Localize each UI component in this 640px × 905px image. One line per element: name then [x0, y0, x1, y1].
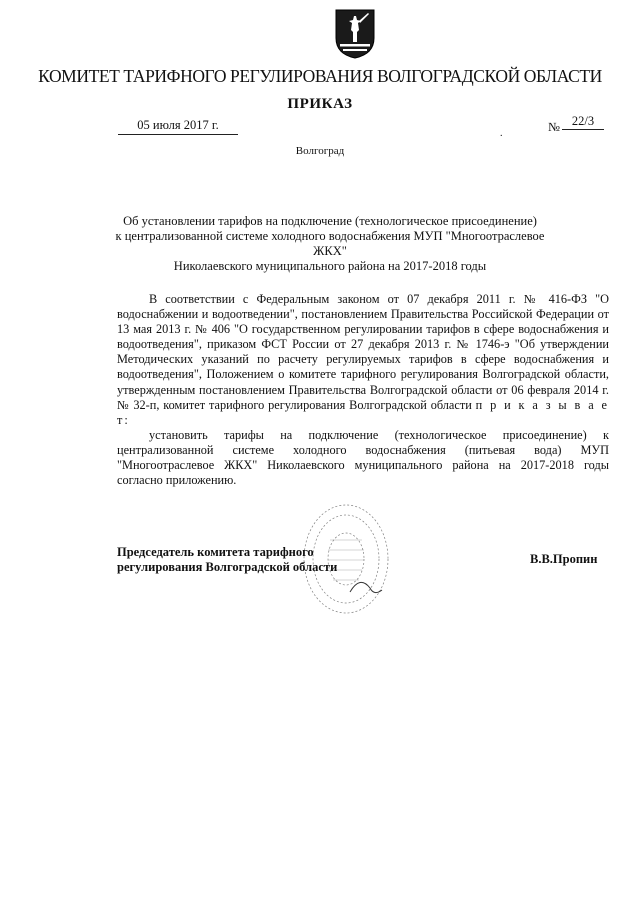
- committee-name: КОМИТЕТ ТАРИФНОГО РЕГУЛИРОВАНИЯ ВОЛГОГРАДСКОЙ ОБЛАСТИ: [38, 66, 602, 86]
- signatory-position: [117, 545, 337, 575]
- order-number-label: №: [548, 120, 560, 134]
- subject-line: Об установлении тарифов на подключение (технологическое присоединение): [123, 214, 537, 228]
- signatory-name: В.В.Пропин: [530, 552, 598, 566]
- preamble-text: В соответствии с Федеральным законом от 07 декабря 2011 г. № 416-ФЗ "О водоснабжении и водоотведении", постановлением Правительства Российской Федерации от 13 мая 2013 г. № 406 "О государственном регулировании тарифов в сфере водоснабжения и водоотведения", приказом ФСТ России от 27 декабря 2013 г. № 1746-э "Об утверждении Методических указаний по расчету регулируемых тарифов в сфере водоснабжения и водоотведения", Положением о комитете тарифного регулирования Волгоградской области, утвержденным постановлением Правительства Волгоградской области от 06 февраля 2014 г. № 32-п, комитет тарифного регулирования Волгоградской области: [117, 292, 609, 412]
- subject-line: Николаевского муниципального района на 2017-2018 годы: [173, 259, 487, 273]
- document-title: ПРИКАЗ: [287, 96, 353, 112]
- position-line: Председатель комитета тарифного: [117, 545, 314, 559]
- preamble-paragraph: [117, 292, 609, 428]
- decorative-dot: .: [500, 128, 503, 139]
- order-date: 05 июля 2017 г.: [118, 118, 238, 135]
- volgograd-emblem-icon: [334, 8, 376, 60]
- subject-line: к централизованной системе холодного водоснабжения МУП "Многоотраслевое ЖКХ": [115, 229, 545, 258]
- resolution-paragraph: установить тарифы на подключение (технологическое присоединение) к централизованной системе холодного водоснабжения (питьевая вода) МУП "Многоотраслевое ЖКХ" Николаевского муниципального района на 2017-2018 годы согласно приложению.: [117, 427, 609, 488]
- city-name: Волгоград: [295, 145, 345, 157]
- orders-word: п р и к а з ы в а е т:: [117, 397, 609, 427]
- order-body: [117, 292, 609, 488]
- position-line: регулирования Волгоградской области: [117, 560, 338, 574]
- order-number: 22/3: [562, 114, 604, 130]
- order-subject: [100, 214, 560, 274]
